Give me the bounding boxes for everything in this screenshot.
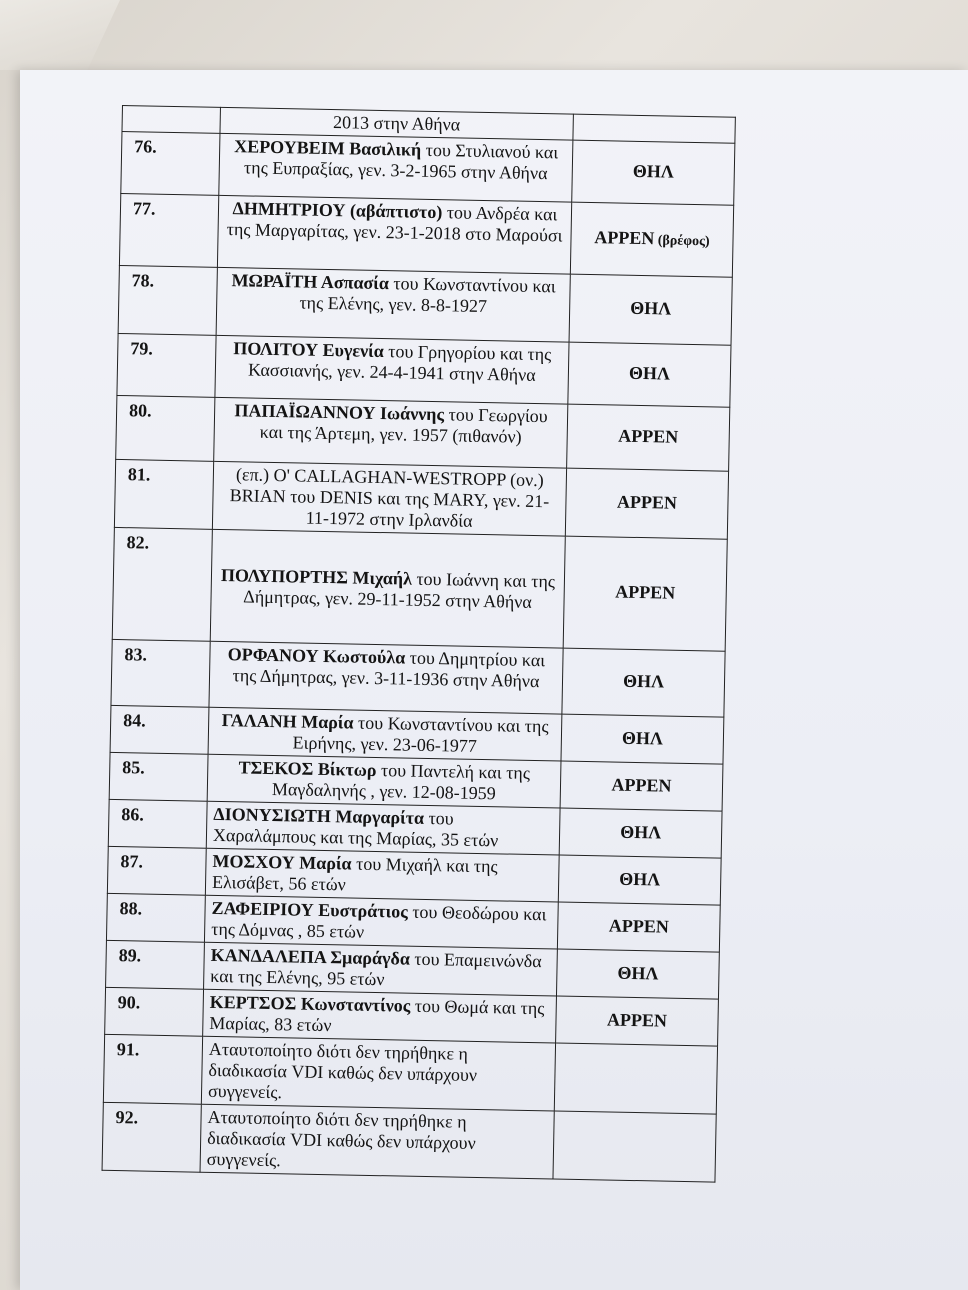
person-description: [208, 707, 562, 761]
person-description: [203, 989, 557, 1043]
sex-cell: [556, 996, 719, 1046]
row-number: [122, 106, 220, 134]
person-details: του Γεωργίου και της Άρτεμη, γεν. 1957 (πιθανόν): [259, 404, 548, 447]
table-row: [112, 527, 727, 651]
person-description: [209, 641, 563, 714]
person-name: ΚΕΡΤΣΟΣ Κωνσταντίνος: [209, 991, 411, 1016]
sex-label: ΑΡΡΕΝ: [606, 1008, 668, 1031]
person-details: του Κωνσταντίνου και της Ειρήνης, γεν. 23-06-1977: [292, 712, 549, 756]
table-row: [116, 395, 730, 471]
person-name: ΠΟΛΥΠΟΡΤΗΣ Μιχαήλ: [220, 564, 413, 589]
sex-label: ΘΗΛ: [630, 297, 672, 319]
sex-label: ΘΗΛ: [620, 821, 662, 842]
table-row: [119, 193, 733, 277]
row-number: 83.: [111, 639, 210, 707]
row-number: 85.: [109, 752, 208, 801]
row-number: 76.: [121, 132, 220, 196]
person-description: [215, 335, 569, 404]
sex-cell: [570, 202, 733, 277]
sex-cell: [559, 808, 722, 858]
row-number: 78.: [118, 265, 217, 335]
table-row: [111, 639, 725, 717]
person-name: ΖΑΦΕΙΡΙΟΥ Ευστράτιος: [211, 897, 409, 922]
sex-cell: [562, 648, 725, 717]
person-description: [219, 133, 573, 202]
person-name: ΜΩΡΑΪΤΗ Ασπασία: [231, 270, 390, 294]
person-description: [204, 942, 558, 996]
row-number: 89.: [106, 940, 205, 989]
person-name: ΔΗΜΗΤΡΙΟΥ (αβάπτιστο): [232, 198, 443, 223]
person-description: [206, 801, 560, 855]
sex-cell: [557, 902, 720, 952]
underlying-sheet-corner: [0, 0, 120, 70]
table-row: [102, 1102, 716, 1182]
person-details: (επ.) Ο' CALLAGHAN-WESTROPP (ον.) BRIAN του DENIS και της MARY, γεν. 21-11-1972 στην Ιρλανδία: [229, 464, 550, 531]
table-row: [103, 1034, 717, 1114]
sex-cell: [561, 714, 724, 764]
sex-label: ΘΗΛ: [622, 670, 665, 692]
person-details: Αταυτοποίητο διότι δεν τηρήθηκε η διαδικασία VDI καθώς δεν υπάρχουν συγγενείς.: [207, 1038, 478, 1103]
sex-note: (βρέφος): [654, 233, 710, 250]
sex-cell: [560, 761, 723, 811]
row-number: 91.: [103, 1034, 202, 1104]
person-description: [207, 754, 561, 808]
person-description: [205, 848, 559, 902]
person-details: του Μιχαήλ και της Ελισάβετ, 56 ετών: [211, 853, 498, 895]
person-details: του Στυλιανού και της Ευπραξίας, γεν. 3-2-1965 στην Αθήνα: [243, 139, 559, 184]
sex-cell: [569, 274, 732, 345]
person-details: του Θεοδώρου και της Δόμνας , 85 ετών: [211, 901, 547, 942]
person-description: [212, 461, 566, 536]
person-name: ΤΣΕΚΟΣ Βίκτωρ: [238, 757, 377, 781]
row-number: 82.: [112, 527, 212, 641]
person-name: ΠΟΛΙΤΟΥ Ευγενία: [233, 338, 384, 362]
person-details: του Κωνσταντίνου και της Ελένης, γεν. 8-8-1927: [299, 273, 556, 317]
sex-cell: [573, 114, 735, 143]
sex-label: ΘΗΛ: [632, 160, 674, 182]
table-row: [118, 265, 732, 345]
sex-label: ΘΗΛ: [617, 962, 659, 983]
sex-label: ΑΡΡΕΝ: [594, 227, 655, 249]
person-description: [217, 195, 571, 274]
sex-cell: [567, 404, 730, 471]
row-number: 88.: [106, 893, 205, 942]
sex-label: ΘΗΛ: [621, 727, 664, 748]
person-description: [210, 529, 565, 648]
person-description: [200, 1104, 554, 1179]
person-details: του Θωμά και της Μαρίας, 83 ετών: [209, 995, 545, 1036]
person-name: ΚΑΝΔΑΛΕΠΑ Σμαράγδα: [210, 944, 411, 969]
person-name: ΓΑΛΑΝΗ Μαρία: [221, 710, 354, 733]
person-details: του Χαραλάμπους και της Μαρίας, 35 ετών: [212, 807, 499, 851]
row-number: 92.: [102, 1102, 201, 1172]
row-number: 77.: [119, 193, 218, 267]
person-description: [201, 1036, 555, 1111]
person-description: [216, 267, 570, 342]
row-number: 84.: [110, 705, 209, 754]
sex-cell: [558, 855, 721, 905]
sex-cell: [563, 536, 727, 651]
sex-cell: [556, 949, 719, 999]
sex-label: ΘΗΛ: [628, 362, 671, 384]
person-name: ΜΟΣΧΟΥ Μαρία: [212, 850, 352, 874]
sex-label: ΑΡΡΕΝ: [615, 581, 676, 603]
sex-cell: [554, 1043, 717, 1114]
row-number: 80.: [116, 395, 215, 461]
table-row: [117, 333, 731, 407]
sex-cell: [553, 1111, 716, 1182]
sex-label: ΑΡΡΕΝ: [616, 491, 678, 513]
person-details: Αταυτοποίητο διότι δεν τηρήθηκε η διαδικασία VDI καθώς δεν υπάρχουν συγγενείς.: [206, 1106, 476, 1171]
table-body: [102, 106, 735, 1183]
person-description: [204, 895, 558, 949]
person-name: ΠΑΠΑΪΩΑΝΝΟΥ Ιωάννης: [234, 400, 445, 425]
row-number: 90.: [105, 987, 204, 1036]
row-number: 79.: [117, 333, 216, 397]
table-row: [114, 459, 728, 539]
person-details: του Δημητρίου και της Δήμητρας, γεν. 3-11-1936 στην Αθήνα: [232, 647, 546, 692]
sex-label: ΑΡΡΕΝ: [618, 425, 679, 447]
person-name: ΟΡΦΑΝΟΥ Κωστούλα: [227, 644, 406, 668]
row-number: 87.: [107, 846, 206, 895]
sex-label: ΑΡΡΕΝ: [608, 914, 670, 937]
row-number: 86.: [108, 799, 207, 848]
victims-table: [102, 105, 736, 1183]
sex-cell: [565, 468, 728, 539]
person-details: του Ιωάννη και της Δήμητρας, γεν. 29-11-1952 στην Αθήνα: [243, 568, 556, 612]
sex-cell: [572, 140, 735, 205]
person-name: ΧΕΡΟΥΒΕΙΜ Βασιλική: [233, 136, 422, 160]
sex-label: ΑΡΡΕΝ: [611, 774, 672, 796]
person-details: του Ανδρέα και της Μαργαρίτας, γεν. 23-1-2018 στο Μαρούσι: [226, 202, 563, 246]
person-details: του Γρηγορίου και της Κασσιανής, γεν. 24-4-1941 στην Αθήνα: [247, 341, 552, 385]
person-details: του Παντελή και της Μαγδαληνής , γεν. 12-08-1959: [271, 760, 531, 804]
sex-label: ΘΗΛ: [619, 868, 661, 889]
person-details: 2013 στην Αθήνα: [332, 112, 461, 135]
person-description: [214, 397, 568, 468]
table-row: [121, 132, 735, 206]
row-number: 81.: [114, 459, 213, 529]
person-details: του Επαμεινώνδα και της Ελένης, 95 ετών: [210, 948, 542, 990]
sex-cell: [568, 342, 731, 407]
person-name: ΔΙΟΝΥΣΙΩΤΗ Μαργαρίτα: [213, 803, 425, 828]
